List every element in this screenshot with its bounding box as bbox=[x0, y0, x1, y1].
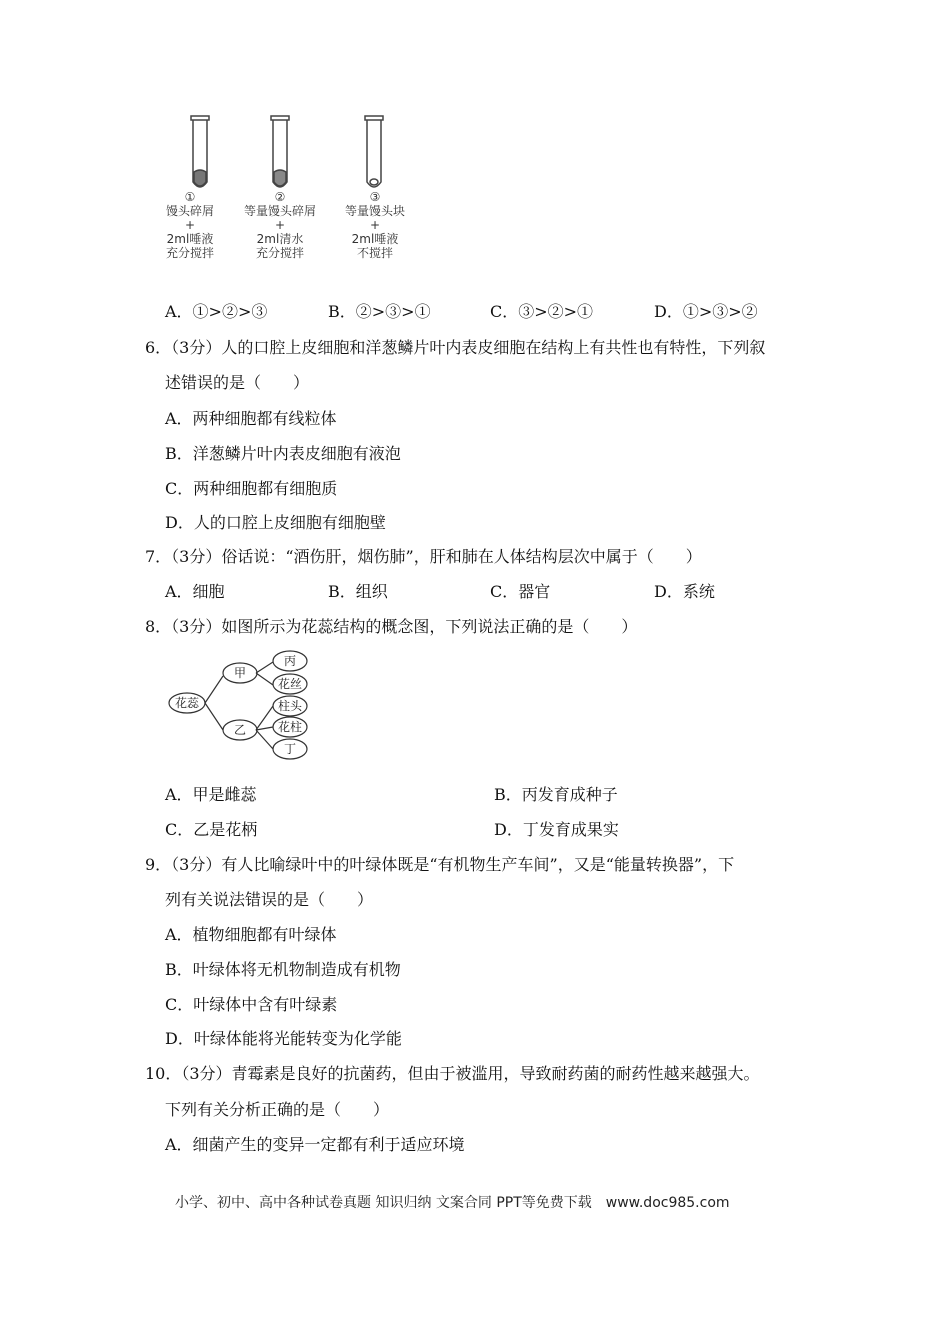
q6-option-a: A．两种细胞都有线粒体 bbox=[165, 409, 337, 428]
edge-a-c1 bbox=[256, 662, 273, 673]
q5-option-b: B．②>③>① bbox=[328, 302, 431, 321]
q7-stem: 7．（3分）俗话说：“酒伤肝，烟伤肺”，肝和肺在人体结构层次中属于（ ） bbox=[145, 547, 702, 566]
q6-option-c: C．两种细胞都有细胞质 bbox=[165, 479, 338, 498]
tube-1-label: ① 馒头碎屑 + 2ml唾液 充分搅拌 bbox=[165, 190, 214, 260]
q6-stem-line2: 述错误的是（ ） bbox=[165, 373, 310, 392]
q6-stem-line1: 6．（3分）人的口腔上皮细胞和洋葱鳞片叶内表皮细胞在结构上有共性也有特性，下列叙 bbox=[145, 338, 766, 357]
q9-stem-line2: 列有关说法错误的是（ ） bbox=[165, 890, 374, 909]
edge-a-c2 bbox=[256, 673, 273, 685]
node-a-c2-label: 花丝 bbox=[277, 677, 303, 691]
node-a-label: 甲 bbox=[233, 666, 247, 680]
test-tubes-drawing bbox=[180, 112, 420, 202]
q10-stem-line2: 下列有关分析正确的是（ ） bbox=[165, 1100, 390, 1119]
edge-root-b bbox=[205, 703, 223, 730]
node-b-c3-label: 丁 bbox=[283, 742, 297, 756]
q7-option-c: C．器官 bbox=[490, 582, 551, 601]
q9-stem-line1: 9．（3分）有人比喻绿叶中的叶绿体既是“有机物生产车间”，又是“能量转换器”，下 bbox=[145, 855, 735, 874]
q5-option-a: A．①>②>③ bbox=[165, 302, 268, 321]
q5-option-d: D．①>③>② bbox=[654, 302, 758, 321]
page-footer: 小学、初中、高中各种试卷真题 知识归纳 文案合同 PPT等免费下载 www.doc985.com bbox=[175, 1195, 730, 1211]
node-root-label: 花蕊 bbox=[174, 696, 200, 710]
q6-option-d: D．人的口腔上皮细胞有细胞壁 bbox=[165, 513, 386, 532]
edge-b-c1 bbox=[256, 706, 273, 730]
q9-option-d: D．叶绿体能将光能转变为化学能 bbox=[165, 1029, 402, 1048]
node-b-c2-label: 花柱 bbox=[277, 720, 303, 734]
tube-1 bbox=[191, 116, 209, 187]
node-a-c1-label: 丙 bbox=[283, 654, 297, 668]
q9-option-c: C．叶绿体中含有叶绿素 bbox=[165, 995, 338, 1014]
q5-option-c: C．③>②>① bbox=[490, 302, 594, 321]
q7-option-b: B．组织 bbox=[328, 582, 388, 601]
q8-option-a: A．甲是雌蕊 bbox=[165, 785, 257, 804]
edge-root-a bbox=[205, 676, 223, 703]
q9-option-a: A．植物细胞都有叶绿体 bbox=[165, 925, 337, 944]
q8-stem: 8．（3分）如图所示为花蕊结构的概念图，下列说法正确的是（ ） bbox=[145, 617, 638, 636]
q8-option-c: C．乙是花柄 bbox=[165, 820, 258, 839]
tube-2-label: ② 等量馒头碎屑 + 2ml清水 充分搅拌 bbox=[243, 190, 316, 260]
q7-option-d: D．系统 bbox=[654, 582, 715, 601]
q8-option-b: B．丙发育成种子 bbox=[494, 785, 618, 804]
q7-option-a: A．细胞 bbox=[165, 582, 225, 601]
node-b-c1-label: 柱头 bbox=[277, 699, 303, 713]
node-b-label: 乙 bbox=[233, 723, 247, 737]
flower-concept-diagram bbox=[165, 648, 325, 763]
tube-3-label: ③ 等量馒头块 + 2ml唾液 不搅拌 bbox=[344, 190, 405, 260]
edge-b-c2 bbox=[256, 727, 273, 730]
q8-option-d: D．丁发育成果实 bbox=[494, 820, 619, 839]
q10-stem-line1: 10．（3分）青霉素是良好的抗菌药，但由于被滥用，导致耐药菌的耐药性越来越强大。 bbox=[145, 1064, 760, 1083]
tube-3 bbox=[365, 116, 383, 187]
q10-option-a: A．细菌产生的变异一定都有利于适应环境 bbox=[165, 1135, 465, 1154]
edge-b-c3 bbox=[256, 730, 273, 749]
q6-option-b: B．洋葱鳞片叶内表皮细胞有液泡 bbox=[165, 444, 401, 463]
tube-2 bbox=[271, 116, 289, 187]
q9-option-b: B．叶绿体将无机物制造成有机物 bbox=[165, 960, 401, 979]
